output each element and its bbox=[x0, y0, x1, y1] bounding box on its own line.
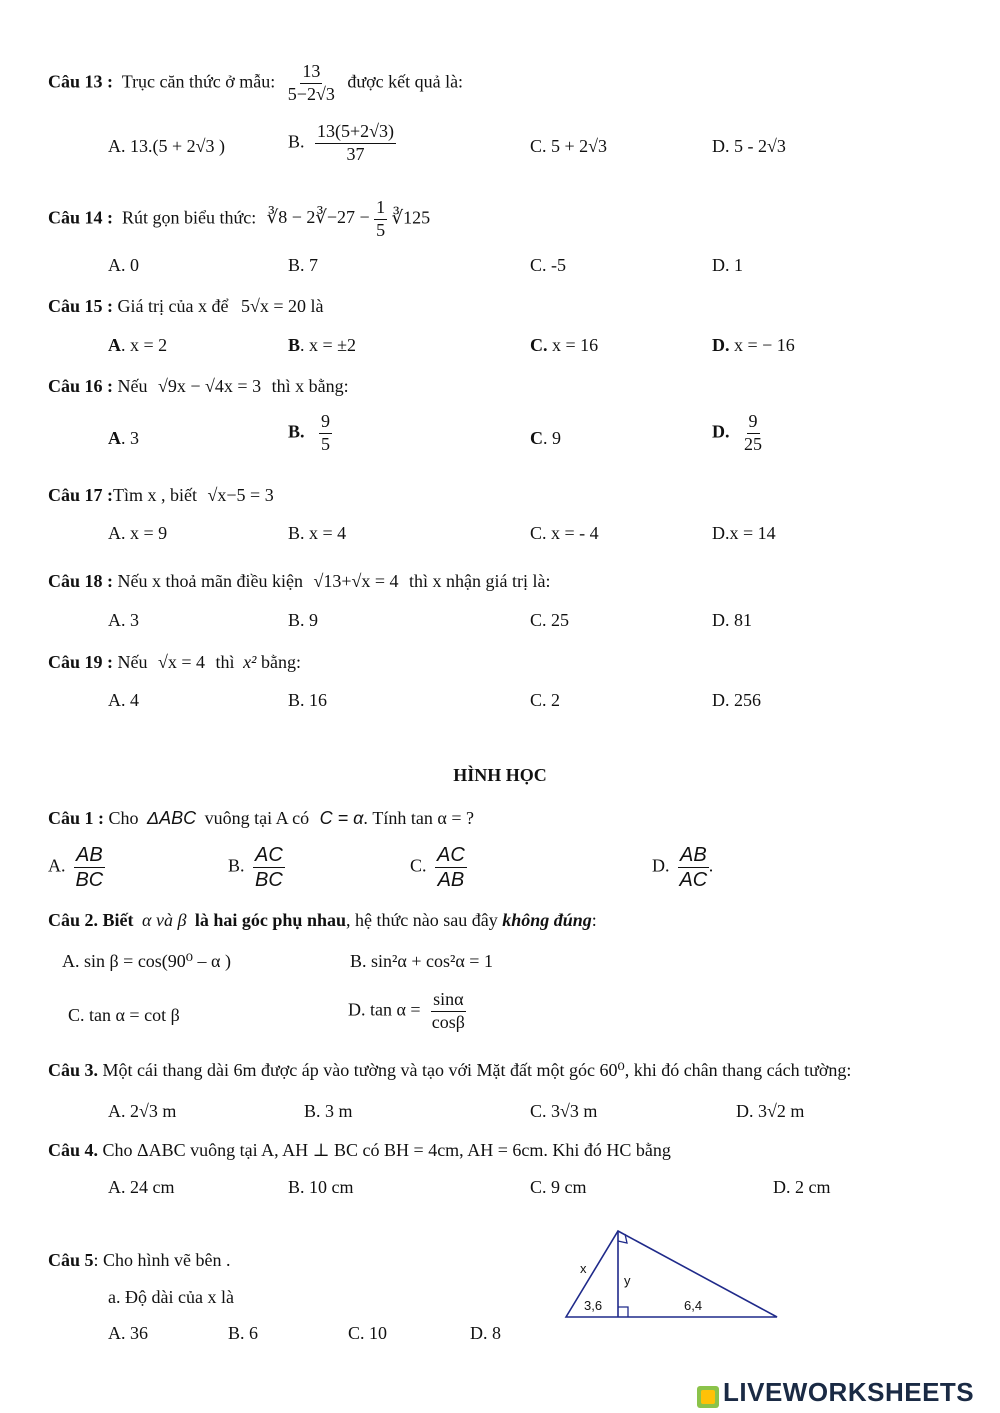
q16-a-text: . 3 bbox=[121, 428, 139, 448]
q15-a-letter: A bbox=[108, 335, 121, 355]
g1-triangle: ΔABC bbox=[147, 808, 197, 828]
q16-d-den: 25 bbox=[744, 433, 762, 454]
q18-expr: √13+√x = 4 bbox=[313, 571, 399, 591]
q17-option-b[interactable]: B. x = 4 bbox=[288, 523, 347, 543]
q16-suffix: thì x bằng: bbox=[271, 376, 349, 396]
g1-option-d[interactable] bbox=[652, 844, 713, 891]
g3-option-c[interactable]: C. 3√3 m bbox=[530, 1101, 598, 1121]
q17-option-c[interactable]: C. x = - 4 bbox=[530, 523, 599, 543]
q13-option-b[interactable] bbox=[288, 122, 396, 165]
g2-d-fraction bbox=[431, 990, 465, 1033]
q19-option-b[interactable]: B. 16 bbox=[288, 690, 328, 710]
g2-emphasis: không đúng bbox=[502, 910, 592, 930]
q13-b-label: B. bbox=[288, 131, 305, 152]
q17-question bbox=[48, 485, 274, 506]
g4-option-b[interactable]: B. 10 cm bbox=[288, 1177, 354, 1197]
q13-b-fraction bbox=[315, 122, 396, 165]
q14-expr: ∛8 − 2∛−27 − bbox=[266, 207, 375, 228]
q13-option-d[interactable]: D. 5 - 2√3 bbox=[712, 136, 786, 156]
g2-greek: α và β bbox=[142, 910, 187, 930]
g4-text: Cho ΔABC vuông tại A, AH ⊥ BC có BH = 4cm, AH = 6cm. Khi đó HC bằng bbox=[102, 1140, 671, 1160]
q18-label: Câu 18 : bbox=[48, 571, 114, 591]
q15-option-a[interactable] bbox=[108, 335, 167, 356]
g1-b-den: BC bbox=[255, 869, 283, 891]
q14-expr-tail: ∛125 bbox=[391, 207, 431, 228]
g3-question bbox=[48, 1060, 851, 1081]
g1-option-b[interactable] bbox=[228, 844, 285, 891]
q17-option-d[interactable]: D.x = 14 bbox=[712, 523, 776, 543]
q13-b-num: 13(5+2√3) bbox=[315, 122, 396, 144]
g1-c-den: AB bbox=[437, 869, 465, 891]
g2-question bbox=[48, 910, 597, 931]
q17-label: Câu 17 : bbox=[48, 485, 114, 505]
q14-option-a[interactable]: A. 0 bbox=[108, 255, 139, 275]
g2-option-c[interactable]: C. tan α = cot β bbox=[68, 1005, 180, 1025]
q13-b-den: 37 bbox=[346, 143, 365, 164]
q18-option-b[interactable]: B. 9 bbox=[288, 610, 319, 630]
q15-option-c[interactable] bbox=[530, 335, 598, 356]
g1-label: Câu 1 : bbox=[48, 808, 105, 828]
logo-icon bbox=[697, 1386, 719, 1408]
g1-a-num: AB bbox=[76, 844, 103, 866]
q14-option-b[interactable]: B. 7 bbox=[288, 255, 319, 275]
g3-text: Một cái thang dài 6m được áp vào tường và tạo với Mặt đất một góc 60⁰, khi đó chân thang cách tường: bbox=[102, 1060, 852, 1080]
q16-question bbox=[48, 376, 349, 397]
q15-d-text: x = − 16 bbox=[729, 335, 795, 355]
q16-text: Nếu bbox=[117, 376, 148, 396]
q15-option-b[interactable] bbox=[288, 335, 356, 356]
g2-label: Câu 2. Biết bbox=[48, 910, 134, 930]
g4-option-c[interactable]: C. 9 cm bbox=[530, 1177, 587, 1197]
g5-text: : Cho hình vẽ bên . bbox=[93, 1250, 231, 1270]
g5-option-b[interactable]: B. 6 bbox=[228, 1323, 259, 1343]
q14-question bbox=[48, 198, 430, 241]
q15-label: Câu 15 : bbox=[48, 296, 114, 316]
q15-a-text: . x = 2 bbox=[121, 335, 168, 355]
g5-label: Câu 5 bbox=[48, 1250, 94, 1270]
g5-option-a[interactable]: A. 36 bbox=[108, 1323, 148, 1343]
g1-c-fraction bbox=[435, 844, 467, 891]
q14-text: Rút gọn biểu thức: bbox=[122, 207, 257, 228]
g1-a-den: BC bbox=[75, 869, 104, 891]
g1-d-num: AB bbox=[680, 844, 707, 866]
q19-question bbox=[48, 652, 301, 673]
q16-d-num: 9 bbox=[747, 412, 760, 434]
label-seg1: 3,6 bbox=[584, 1298, 603, 1313]
g1-c-letter: C. bbox=[410, 855, 427, 876]
q17-text: Tìm x , biết bbox=[113, 485, 198, 505]
g1-d-den: AC bbox=[679, 869, 708, 891]
q16-c-letter: C bbox=[530, 428, 543, 448]
q16-b-num: 9 bbox=[319, 412, 332, 434]
q18-option-a[interactable]: A. 3 bbox=[108, 610, 139, 630]
g1-option-c[interactable] bbox=[410, 844, 467, 891]
g1-question bbox=[48, 808, 474, 829]
q16-c-text: . 9 bbox=[543, 428, 561, 448]
g2-text: , hệ thức nào sau đây bbox=[345, 910, 498, 930]
g5-question bbox=[48, 1250, 231, 1271]
q18-suffix: thì x nhận giá trị là: bbox=[409, 571, 551, 591]
g5-option-c[interactable]: C. 10 bbox=[348, 1323, 388, 1343]
q17-expr: √x−5 = 3 bbox=[207, 485, 274, 505]
right-angle-foot bbox=[618, 1307, 628, 1317]
g2-colon: : bbox=[591, 910, 597, 930]
q19-option-c[interactable]: C. 2 bbox=[530, 690, 561, 710]
q16-option-b[interactable] bbox=[288, 412, 332, 455]
q13-label: Câu 13 : bbox=[48, 71, 114, 92]
q15-text: Giá trị của x để bbox=[117, 296, 229, 316]
q18-text: Nếu x thoả mãn điều kiện bbox=[117, 571, 303, 591]
q13-option-c[interactable]: C. 5 + 2√3 bbox=[530, 136, 608, 156]
q18-option-c[interactable]: C. 25 bbox=[530, 610, 570, 630]
q14-option-d[interactable]: D. 1 bbox=[712, 255, 743, 275]
g1-b-num: AC bbox=[255, 844, 283, 866]
q18-option-d[interactable]: D. 81 bbox=[712, 610, 752, 630]
q15-c-text: x = 16 bbox=[547, 335, 599, 355]
g1-d-fraction bbox=[678, 844, 709, 891]
g1-text2: vuông tại A có bbox=[204, 808, 310, 828]
g1-c-num: AC bbox=[437, 844, 465, 866]
q13-suffix: được kết quả là: bbox=[347, 71, 464, 92]
g5-option-d[interactable]: D. 8 bbox=[470, 1323, 501, 1343]
label-x: x bbox=[580, 1261, 587, 1276]
q14-label: Câu 14 : bbox=[48, 207, 114, 228]
q17-option-a[interactable]: A. x = 9 bbox=[108, 523, 168, 543]
g2-option-b[interactable]: B. sin²α + cos²α = 1 bbox=[350, 951, 493, 971]
q19-option-d[interactable]: D. 256 bbox=[712, 690, 761, 710]
liveworksheets-logo bbox=[697, 1377, 974, 1408]
g4-option-a[interactable]: A. 24 cm bbox=[108, 1177, 175, 1197]
q16-a-letter: A bbox=[108, 428, 121, 448]
logo-text: LIVEWORKSHEETS bbox=[723, 1377, 975, 1407]
g2-d-label: D. tan α = bbox=[348, 999, 421, 1020]
g1-b-fraction bbox=[253, 844, 285, 891]
q15-question bbox=[48, 296, 324, 317]
g4-question bbox=[48, 1140, 671, 1161]
g2-option-d[interactable] bbox=[348, 990, 466, 1033]
q13-fraction bbox=[288, 62, 335, 105]
q13-frac-den: 5−2√3 bbox=[287, 83, 335, 104]
g3-option-a[interactable]: A. 2√3 m bbox=[108, 1101, 177, 1121]
g3-option-d[interactable]: D. 3√2 m bbox=[736, 1101, 805, 1121]
q14-frac-num: 1 bbox=[374, 198, 387, 220]
q15-d-letter: D. bbox=[712, 335, 730, 355]
right-angle-top bbox=[618, 1234, 627, 1243]
q15-option-d[interactable] bbox=[712, 335, 795, 356]
q19-option-a[interactable]: A. 4 bbox=[108, 690, 139, 710]
g1-text3: . Tính tan α = ? bbox=[363, 808, 474, 828]
g1-text: Cho bbox=[108, 808, 139, 828]
g2-bold-text: là hai góc phụ nhau bbox=[194, 910, 346, 930]
q14-frac-den: 5 bbox=[376, 219, 386, 240]
q14-fraction bbox=[374, 198, 387, 241]
g1-angle: C = α bbox=[319, 808, 364, 828]
q16-d-fraction bbox=[744, 412, 762, 455]
q16-option-a[interactable] bbox=[108, 428, 139, 449]
q16-expr: √9x − √4x = 3 bbox=[158, 376, 262, 396]
g1-a-fraction bbox=[74, 844, 105, 891]
q16-label: Câu 16 : bbox=[48, 376, 114, 396]
q16-b-letter: B. bbox=[288, 421, 305, 442]
q13-frac-num: 13 bbox=[300, 62, 322, 84]
q19-text: Nếu bbox=[117, 652, 148, 672]
g3-label: Câu 3. bbox=[48, 1060, 99, 1080]
g1-a-letter: A. bbox=[48, 855, 66, 876]
q19-mid: thì bbox=[215, 652, 235, 672]
q16-option-d[interactable] bbox=[712, 412, 762, 455]
q19-expr2: x² bbox=[243, 652, 257, 672]
g1-b-letter: B. bbox=[228, 855, 245, 876]
q15-c-letter: C. bbox=[530, 335, 548, 355]
g3-option-b[interactable]: B. 3 m bbox=[304, 1101, 353, 1121]
label-seg2: 6,4 bbox=[684, 1298, 703, 1313]
q18-question bbox=[48, 571, 551, 592]
g1-d-tail: . bbox=[708, 855, 714, 876]
g5-subquestion: a. Độ dài của x là bbox=[108, 1287, 234, 1307]
section-title: HÌNH HỌC bbox=[453, 765, 547, 785]
g2-d-num: sinα bbox=[431, 990, 465, 1012]
q19-label: Câu 19 : bbox=[48, 652, 114, 672]
q19-expr: √x = 4 bbox=[158, 652, 206, 672]
q16-b-den: 5 bbox=[321, 433, 331, 454]
g4-option-d[interactable]: D. 2 cm bbox=[773, 1177, 831, 1197]
g4-label: Câu 4. bbox=[48, 1140, 99, 1160]
triangle-figure bbox=[560, 1225, 785, 1325]
q15-expr: 5√x = 20 là bbox=[240, 296, 324, 316]
g1-option-a[interactable] bbox=[48, 844, 105, 891]
q14-option-c[interactable]: C. -5 bbox=[530, 255, 566, 275]
g2-option-a[interactable]: A. sin β = cos(90⁰ – α ) bbox=[62, 951, 231, 971]
q16-d-letter: D. bbox=[712, 421, 730, 442]
q19-suffix: bằng: bbox=[260, 652, 301, 672]
g1-d-letter: D. bbox=[652, 855, 670, 876]
g2-d-den: cosβ bbox=[431, 1011, 465, 1032]
q13-question bbox=[48, 62, 463, 105]
label-y: y bbox=[624, 1273, 631, 1288]
q16-b-fraction bbox=[319, 412, 332, 455]
q16-option-c[interactable] bbox=[530, 428, 561, 449]
q13-option-a[interactable]: A. 13.(5 + 2√3 ) bbox=[108, 136, 226, 156]
q15-b-text: . x = ±2 bbox=[300, 335, 357, 355]
q13-text: Trục căn thức ở mẫu: bbox=[121, 71, 276, 92]
q15-b-letter: B bbox=[288, 335, 301, 355]
